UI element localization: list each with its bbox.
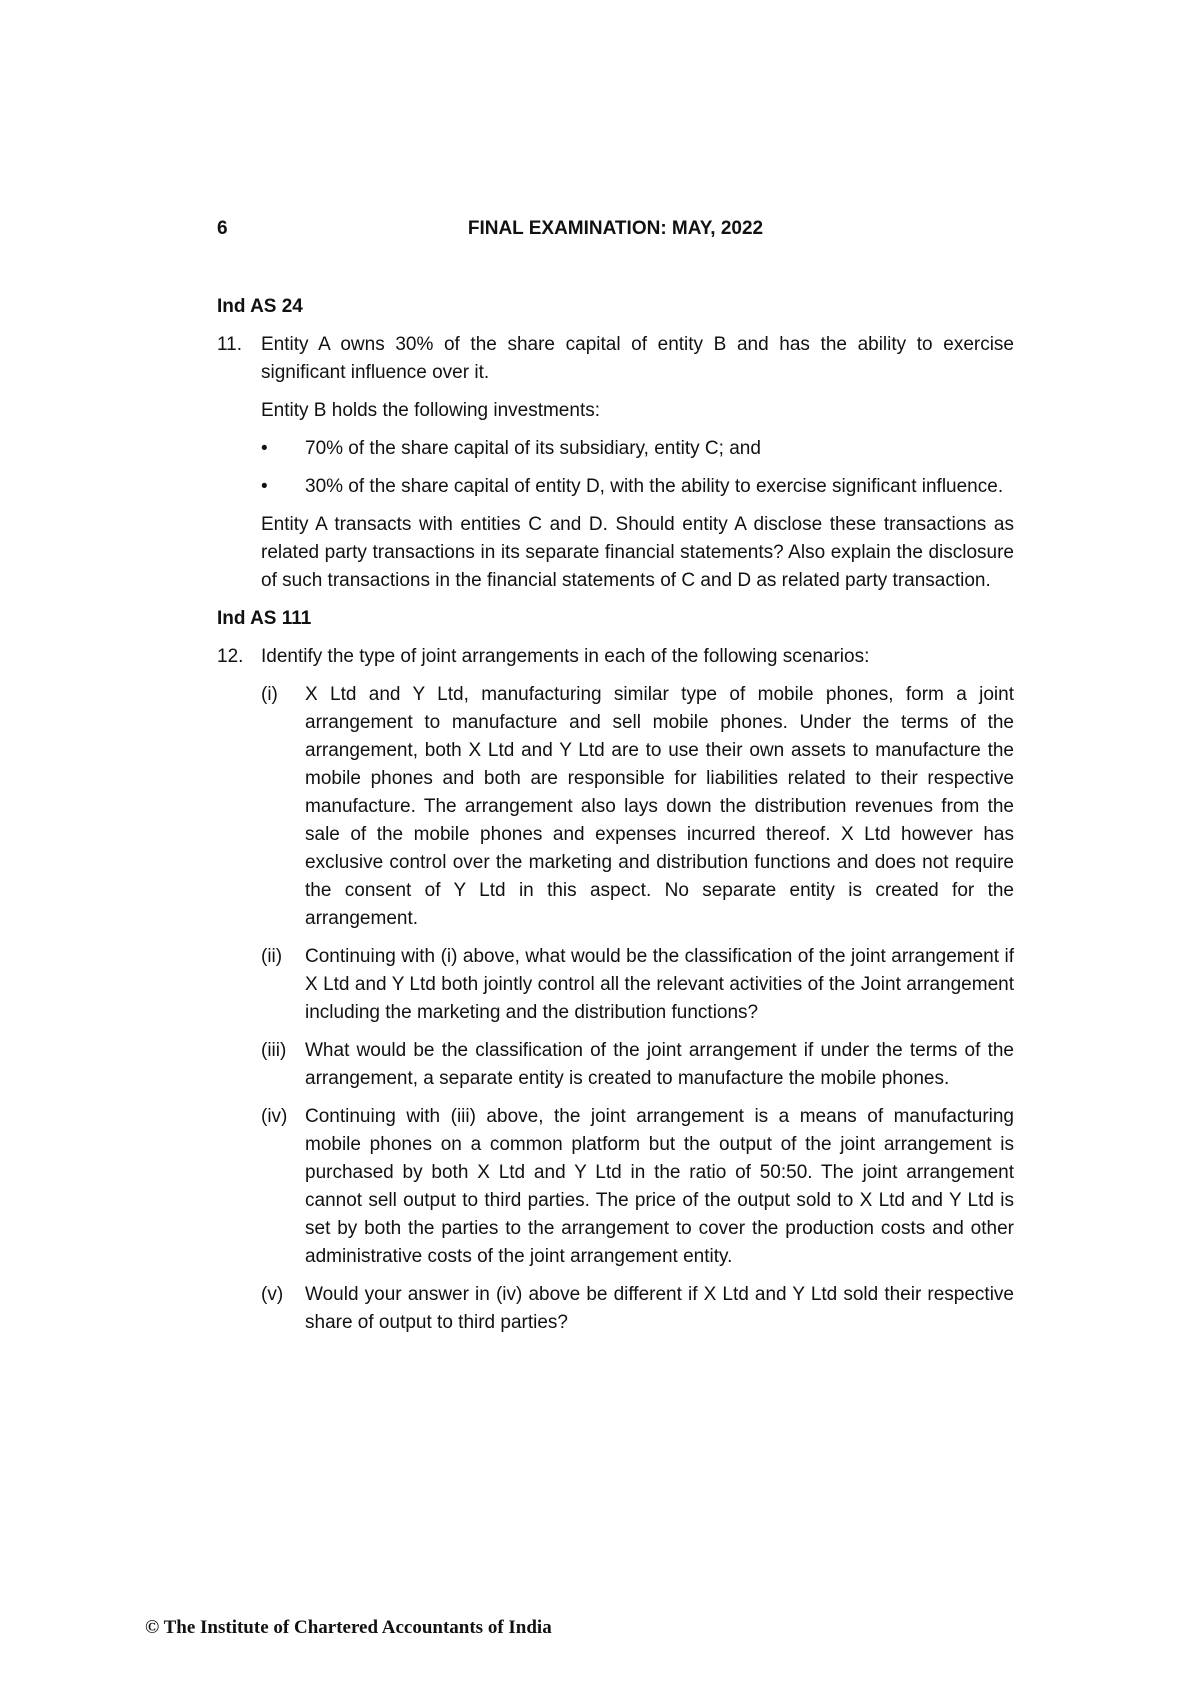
page-number: 6 bbox=[217, 218, 228, 239]
list-item-text: 70% of the share capital of its subsidiary, entity C; and bbox=[305, 438, 761, 459]
bullet-icon: • bbox=[261, 476, 268, 497]
question-12 bbox=[217, 643, 1014, 1337]
investment-list bbox=[261, 435, 1014, 501]
question-intro: Entity A owns 30% of the share capital of entity B and has the ability to exercise significant influence over it. bbox=[261, 334, 1014, 383]
page-footer: © The Institute of Chartered Accountants of India bbox=[145, 1617, 552, 1638]
scenario-text: Would your answer in (iv) above be different if X Ltd and Y Ltd sold their respective share of output to third parties? bbox=[305, 1284, 1014, 1333]
scenario-label: (iii) bbox=[261, 1040, 287, 1061]
scenario-text: What would be the classification of the joint arrangement if under the terms of the arrangement, a separate entity is created to manufacture the mobile phones. bbox=[305, 1040, 1014, 1089]
page-content bbox=[217, 293, 1014, 1347]
question-number: 11. bbox=[217, 334, 243, 355]
question-number: 12. bbox=[217, 646, 244, 667]
scenario-text: Continuing with (i) above, what would be the classification of the joint arrangement if X Ltd and Y Ltd both jointly control all the relevant activities of the Joint arrangement including the marketing and the distribution functions? bbox=[305, 946, 1014, 1023]
page-header bbox=[217, 218, 1014, 244]
question-11 bbox=[217, 331, 1014, 595]
scenario-item bbox=[261, 1281, 1014, 1337]
scenario-list bbox=[261, 681, 1014, 1337]
question-intro: Identify the type of joint arrangements in each of the following scenarios: bbox=[261, 646, 870, 667]
scenario-item bbox=[261, 943, 1014, 1027]
scenario-item bbox=[261, 1037, 1014, 1093]
section-heading-ind-as-24: Ind AS 24 bbox=[217, 296, 303, 317]
scenario-item bbox=[261, 681, 1014, 933]
running-title: FINAL EXAMINATION: MAY, 2022 bbox=[467, 218, 764, 239]
question-lead: Entity B holds the following investments: bbox=[261, 400, 601, 421]
list-item bbox=[261, 435, 1014, 463]
scenario-item bbox=[261, 1103, 1014, 1271]
scenario-label: (i) bbox=[261, 684, 278, 705]
scenario-label: (v) bbox=[261, 1284, 284, 1305]
question-closing: Entity A transacts with entities C and D. Should entity A disclose these transactions as related party transactions in its separate financial statements? Also explain the disclosure of such transactions in the financial statements of C and D as related party transaction. bbox=[261, 514, 1014, 591]
bullet-icon: • bbox=[261, 438, 268, 459]
scenario-label: (ii) bbox=[261, 946, 283, 967]
scenario-text: X Ltd and Y Ltd, manufacturing similar type of mobile phones, form a joint arrangement to manufacture and sell mobile phones. Under the terms of the arrangement, both X Ltd and Y Ltd are to use their own assets to manufacture the mobile phones and both are responsible for liabilities related to their respective manufacture. The arrangement also lays down the distribution revenues from the sale of the mobile phones and expenses incurred thereof. X Ltd however has exclusive control over the marketing and distribution functions and does not require the consent of Y Ltd in this aspect. No separate entity is created for the arrangement. bbox=[305, 684, 1014, 929]
section-heading-ind-as-111: Ind AS 111 bbox=[217, 608, 312, 629]
list-item bbox=[261, 473, 1014, 501]
list-item-text: 30% of the share capital of entity D, with the ability to exercise significant influence. bbox=[305, 476, 1004, 497]
scenario-text: Continuing with (iii) above, the joint arrangement is a means of manufacturing mobile phones on a common platform but the output of the joint arrangement is purchased by both X Ltd and Y Ltd in the ratio of 50:50. The joint arrangement cannot sell output to third parties. The price of the output sold to X Ltd and Y Ltd is set by both the parties to the arrangement to cover the production costs and other administrative costs of the joint arrangement entity. bbox=[305, 1106, 1014, 1267]
scenario-label: (iv) bbox=[261, 1106, 288, 1127]
